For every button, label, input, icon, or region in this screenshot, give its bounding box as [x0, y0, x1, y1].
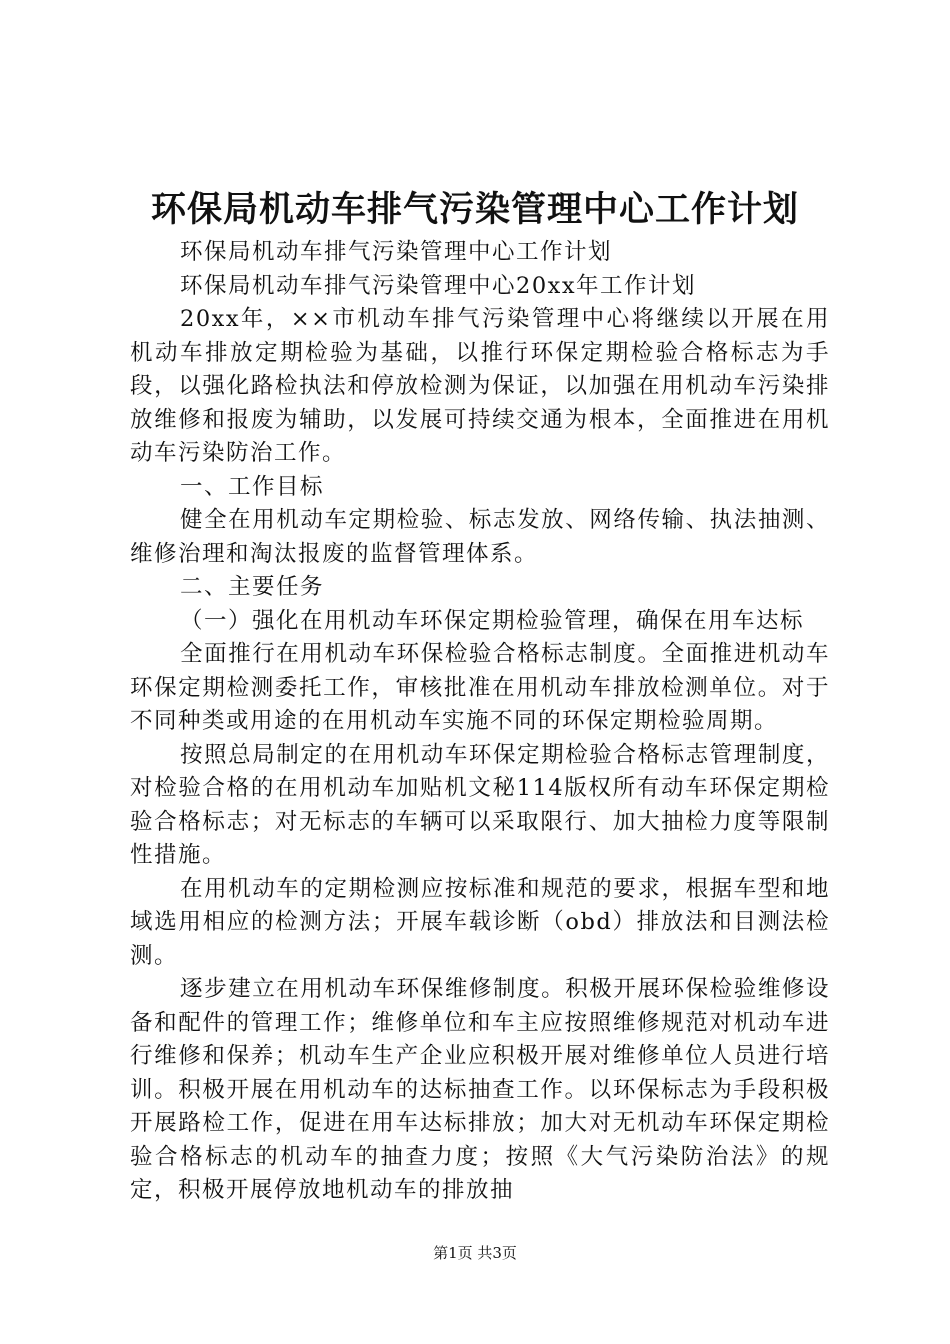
paragraph-intro: 20xx年，××市机动车排气污染管理中心将继续以开展在用机动车排放定期检验为基础，以推行环保定期检验合格标志为手段，以强化路检执法和停放检测为保证，以加强在用机动车污染排放维修和报废为辅助，以发展可持续交通为根本，全面推进在用机动车污染防治工作。: [130, 306, 830, 466]
paragraph-goals: 健全在用机动车定期检验、标志发放、网络传输、执法抽测、维修治理和淘汰报废的监督管理体系。: [130, 507, 830, 567]
section-heading-goals: 一、工作目标: [180, 473, 325, 500]
document-title: 环保局机动车排气污染管理中心工作计划: [150, 189, 799, 230]
paragraph-body: 逐步建立在用机动车环保维修制度。积极开展环保检验维修设备和配件的管理工作；维修单位和车主应按照维修规范对机动车进行维修和保养；机动车生产企业应积极开展对维修单位人员进行培训。积极开展在用机动车的达标抽查工作。以环保标志为手段积极开展路检工作，促进在用车达标排放；加大对无机动车环保定期检验合格标志的机动车的抽查力度；按照《大气污染防治法》的规定，积极开展停放地机动车的排放抽: [130, 976, 830, 1203]
paragraph-body: 全面推行在用机动车环保检验合格标志制度。全面推进机动车环保定期检测委托工作，审核批准在用机动车排放检测单位。对于不同种类或用途的在用机动车实施不同的环保定期检验周期。: [130, 641, 830, 734]
page-footer: 第1页 共3页: [433, 1244, 517, 1262]
paragraph-heading-repeat: 环保局机动车排气污染管理中心工作计划: [180, 239, 613, 265]
paragraph-body: 按照总局制定的在用机动车环保定期检验合格标志管理制度，对检验合格的在用机动车加贴机文秘114版权所有动车环保定期检验合格标志；对无标志的车辆可以采取限行、加大抽检力度等限制性措施。: [130, 741, 830, 868]
paragraph-body: 在用机动车的定期检测应按标准和规范的要求，根据车型和地域选用相应的检测方法；开展车载诊断（obd）排放法和目测法检测。: [130, 875, 830, 969]
document-body: [130, 236, 830, 1208]
section-heading-tasks: 二、主要任务: [180, 574, 325, 600]
paragraph-subtitle: 环保局机动车排气污染管理中心20xx年工作计划: [180, 272, 697, 299]
subsection-heading-1: （一）强化在用机动车环保定期检验管理，确保在用车达标: [180, 607, 805, 634]
